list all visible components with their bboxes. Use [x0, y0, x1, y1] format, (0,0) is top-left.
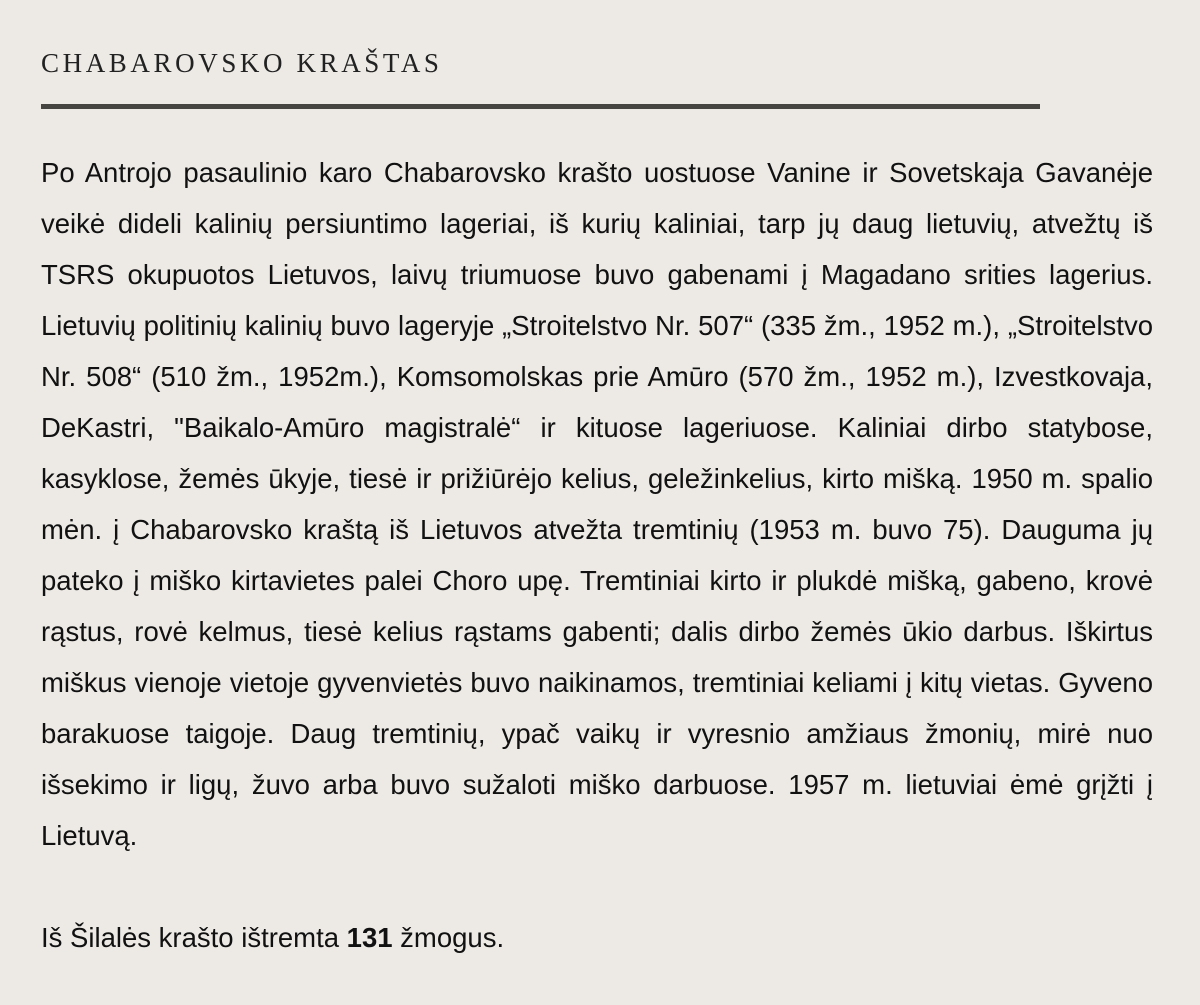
summary-prefix: Iš Šilalės krašto ištremta: [41, 922, 347, 953]
page-title: CHABAROVSKO KRAŠTAS: [41, 48, 443, 78]
article-paragraph: Po Antrojo pasaulinio karo Chabarovsko krašto uostuose Vanine ir Sovetskaja Gavanėje veikė dideli kalinių persiuntimo lageriai, iš kurių kaliniai, tarp jų daug lietuvių, atvežtų iš TSRS okupuotos Lietuvos, laivų triumuose buvo gabenami į Magadano srities lagerius. Lietuvių politinių kalinių buvo lageryje „Stroitelstvo Nr. 507“ (335 žm., 1952 m.), „Stroitelstvo Nr. 508“ (510 žm., 1952m.), Komsomolskas prie Amūro (570 žm., 1952 m.), Izvestkovaja, DeKastri, "Baikalo-Amūro magistralė“ ir kituose lageriuose. Kaliniai dirbo statybose, kasyklose, žemės ūkyje, tiesė ir prižiūrėjo kelius, geležinkelius, kirto mišką. 1950 m. spalio mėn. į Chabarovsko kraštą iš Lietuvos atvežta tremtinių (1953 m. buvo 75). Dauguma jų pateko į miško kirtavietes palei Choro upę. Tremtiniai kirto ir plukdė mišką, gabeno, krovė rąstus, rovė kelmus, tiesė kelius rąstams gabenti; dalis dirbo žemės ūkio darbus. Iškirtus miškus vienoje vietoje gyvenvietės buvo naikinamos, tremtiniai keliami į kitų vietas. Gyveno barakuose taigoje. Daug tremtinių, ypač vaikų ir vyresnio amžiaus žmonių, mirė nuo išsekimo ir ligų, žuvo arba buvo sužaloti miško darbuose. 1957 m. lietuviai ėmė grįžti į Lietuvą.: [41, 157, 1153, 851]
summary-suffix: žmogus.: [392, 922, 505, 953]
title-divider: [41, 104, 1040, 109]
exile-count: 131: [346, 922, 393, 953]
exile-summary: [41, 912, 1153, 963]
